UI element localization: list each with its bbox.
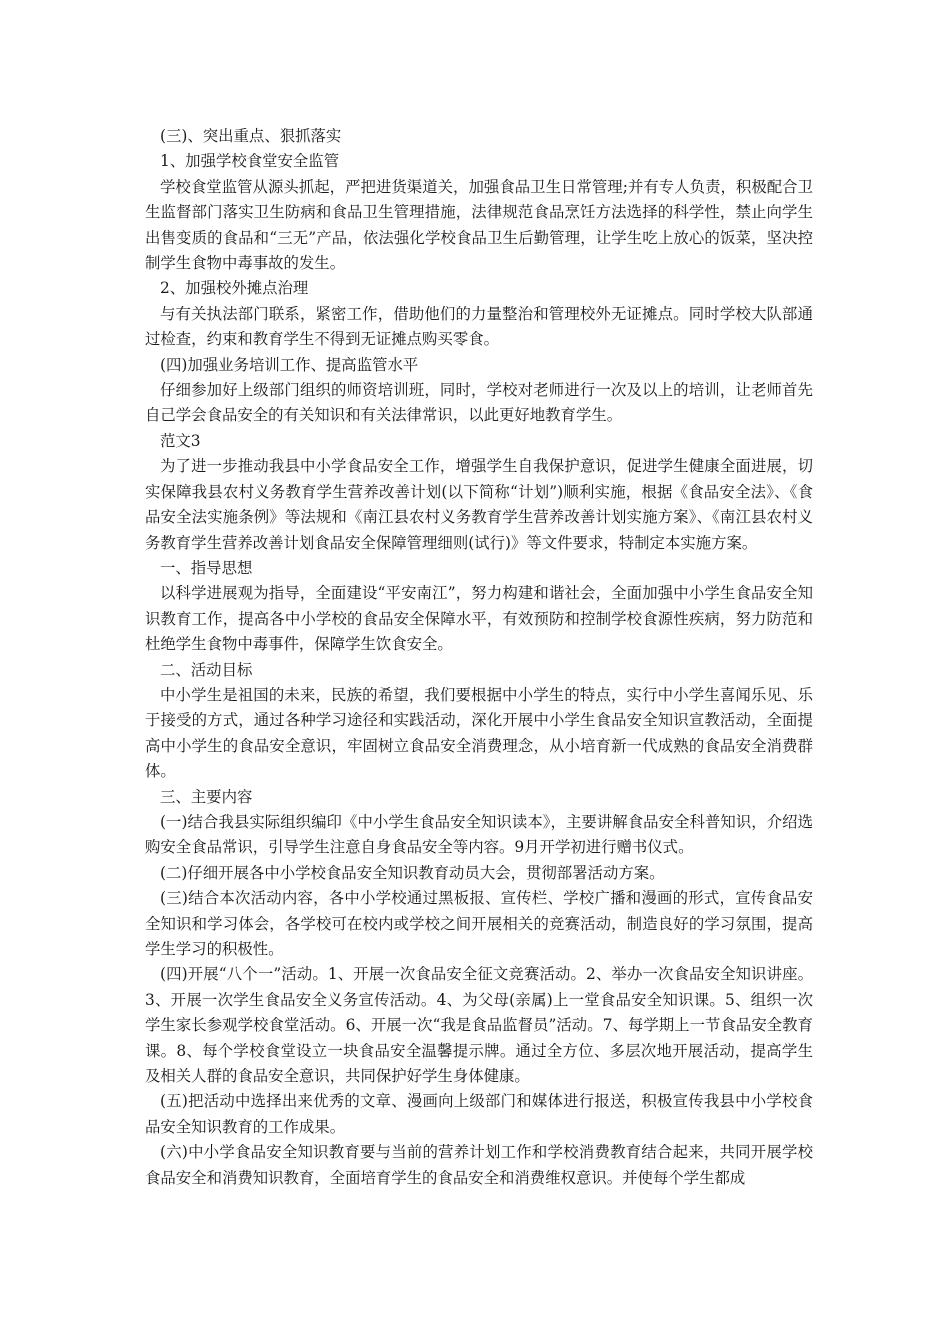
list-item-4: (四)开展“八个一”活动。1、开展一次食品安全征文竞赛活动。2、举办一次食品安全知识讲座。3、开展一次学生食品安全义务宣传活动。4、为父母(亲属)上一堂食品安全知识课。5、组织一次学生家长参观学校食堂活动。6、开展一次“我是食品监督员”活动。7、每学期上一节食品安全教育课。8、每个学校食堂设立一块食品安全温馨提示牌。通过全方位、多层次地开展活动，提高学生及相关人群的食品安全意识，共同保护好学生身体健康。: [145, 965, 813, 1086]
list-item-2: (二)仔细开展各中小学校食品安全知识教育动员大会，贯彻部署活动方案。: [160, 863, 665, 882]
paragraph-canteen-supervision: 学校食堂监管从源头抓起，严把进货渠道关，加强食品卫生日常管理;并有专人负责，积极配合卫生监督部门落实卫生防病和食品卫生管理措施，法律规范食品烹饪方法选择的科学性，禁止向学生出售变质的食品和“三无”产品，依法强化学校食品卫生后勤管理，让学生吃上放心的饭菜，坚决控制学生食物中毒事故的发生。: [145, 177, 813, 273]
list-item-6: (六)中小学食品安全知识教育要与当前的营养计划工作和学校消费教育结合起来，共同开展学校食品安全和消费知识教育，全面培育学生的食品安全和消费维权意识。并使每个学生都成: [145, 1143, 813, 1187]
subheading-canteen-supervision: 1、加强学校食堂安全监管: [160, 152, 340, 171]
subheading-street-vendor: 2、加强校外摊点治理: [160, 279, 309, 298]
heading-guiding-thought: 一、指导思想: [160, 558, 253, 577]
list-item-1: (一)结合我县实际组织编印《中小学生食品安全知识读本》，主要讲解食品安全科普知识，介绍选购安全食品常识，引导学生注意自身食品安全等内容。9月开学初进行赠书仪式。: [145, 812, 813, 857]
document-body: [145, 124, 813, 1191]
heading-main-content: 三、主要内容: [160, 787, 253, 806]
paragraph-training: 仔细参加好上级部门组织的师资培训班，同时，学校对老师进行一次及以上的培训，让老师首先自己学会食品安全的有关知识和有关法律常识，以此更好地教育学生。: [145, 381, 813, 425]
sample-title: 范文3: [160, 431, 201, 450]
section-heading-3: (三)、突出重点、狠抓落实: [160, 127, 342, 145]
paragraph-guiding-thought: 以科学进展观为指导，全面建设“平安南江”，努力构建和谐社会，全面加强中小学生食品安全知识教育工作，提高各中小学校的食品安全保障水平，有效预防和控制学校食源性疾病，努力防范和杜绝学生食物中毒事件，保障学生饮食安全。: [145, 584, 813, 654]
list-item-5: (五)把活动中选择出来优秀的文章、漫画向上级部门和媒体进行报送，积极宣传我县中小学校食品安全知识教育的工作成果。: [145, 1092, 813, 1136]
paragraph-activity-goal: 中小学生是祖国的未来，民族的希望，我们要根据中小学生的特点，实行中小学生喜闻乐见、乐于接受的方式，通过各种学习途径和实践活动，深化开展中小学生食品安全知识宣教活动，全面提高中小学生的食品安全意识，牢固树立食品安全消费理念，从小培育新一代成熟的食品安全消费群体。: [145, 685, 813, 781]
section-heading-4: (四)加强业务培训工作、提高监管水平: [160, 355, 419, 374]
list-item-3: (三)结合本次活动内容，各中小学校通过黑板报、宣传栏、学校广播和漫画的形式，宣传食品安全知识和学习体会，各学校可在校内或学校之间开展相关的竞赛活动，制造良好的学习氛围，提高学生学习的积极性。: [145, 889, 813, 958]
heading-activity-goal: 二、活动目标: [160, 660, 253, 679]
paragraph-intro: 为了进一步推动我县中小学食品安全工作，增强学生自我保护意识，促进学生健康全面进展，切实保障我县农村义务教育学生营养改善计划(以下简称“计划”)顺利实施，根据《食品安全法》、《食品安全法实施条例》等法规和《南江县农村义务教育学生营养改善计划实施方案》、《南江县农村义务教育学生营养改善计划食品安全保障管理细则(试行)》等文件要求，特制定本实施方案。: [145, 457, 813, 552]
paragraph-street-vendor: 与有关执法部门联系，紧密工作，借助他们的力量整治和管理校外无证摊点。同时学校大队部通过检查，约束和教育学生不得到无证摊点购买零食。: [145, 304, 813, 349]
